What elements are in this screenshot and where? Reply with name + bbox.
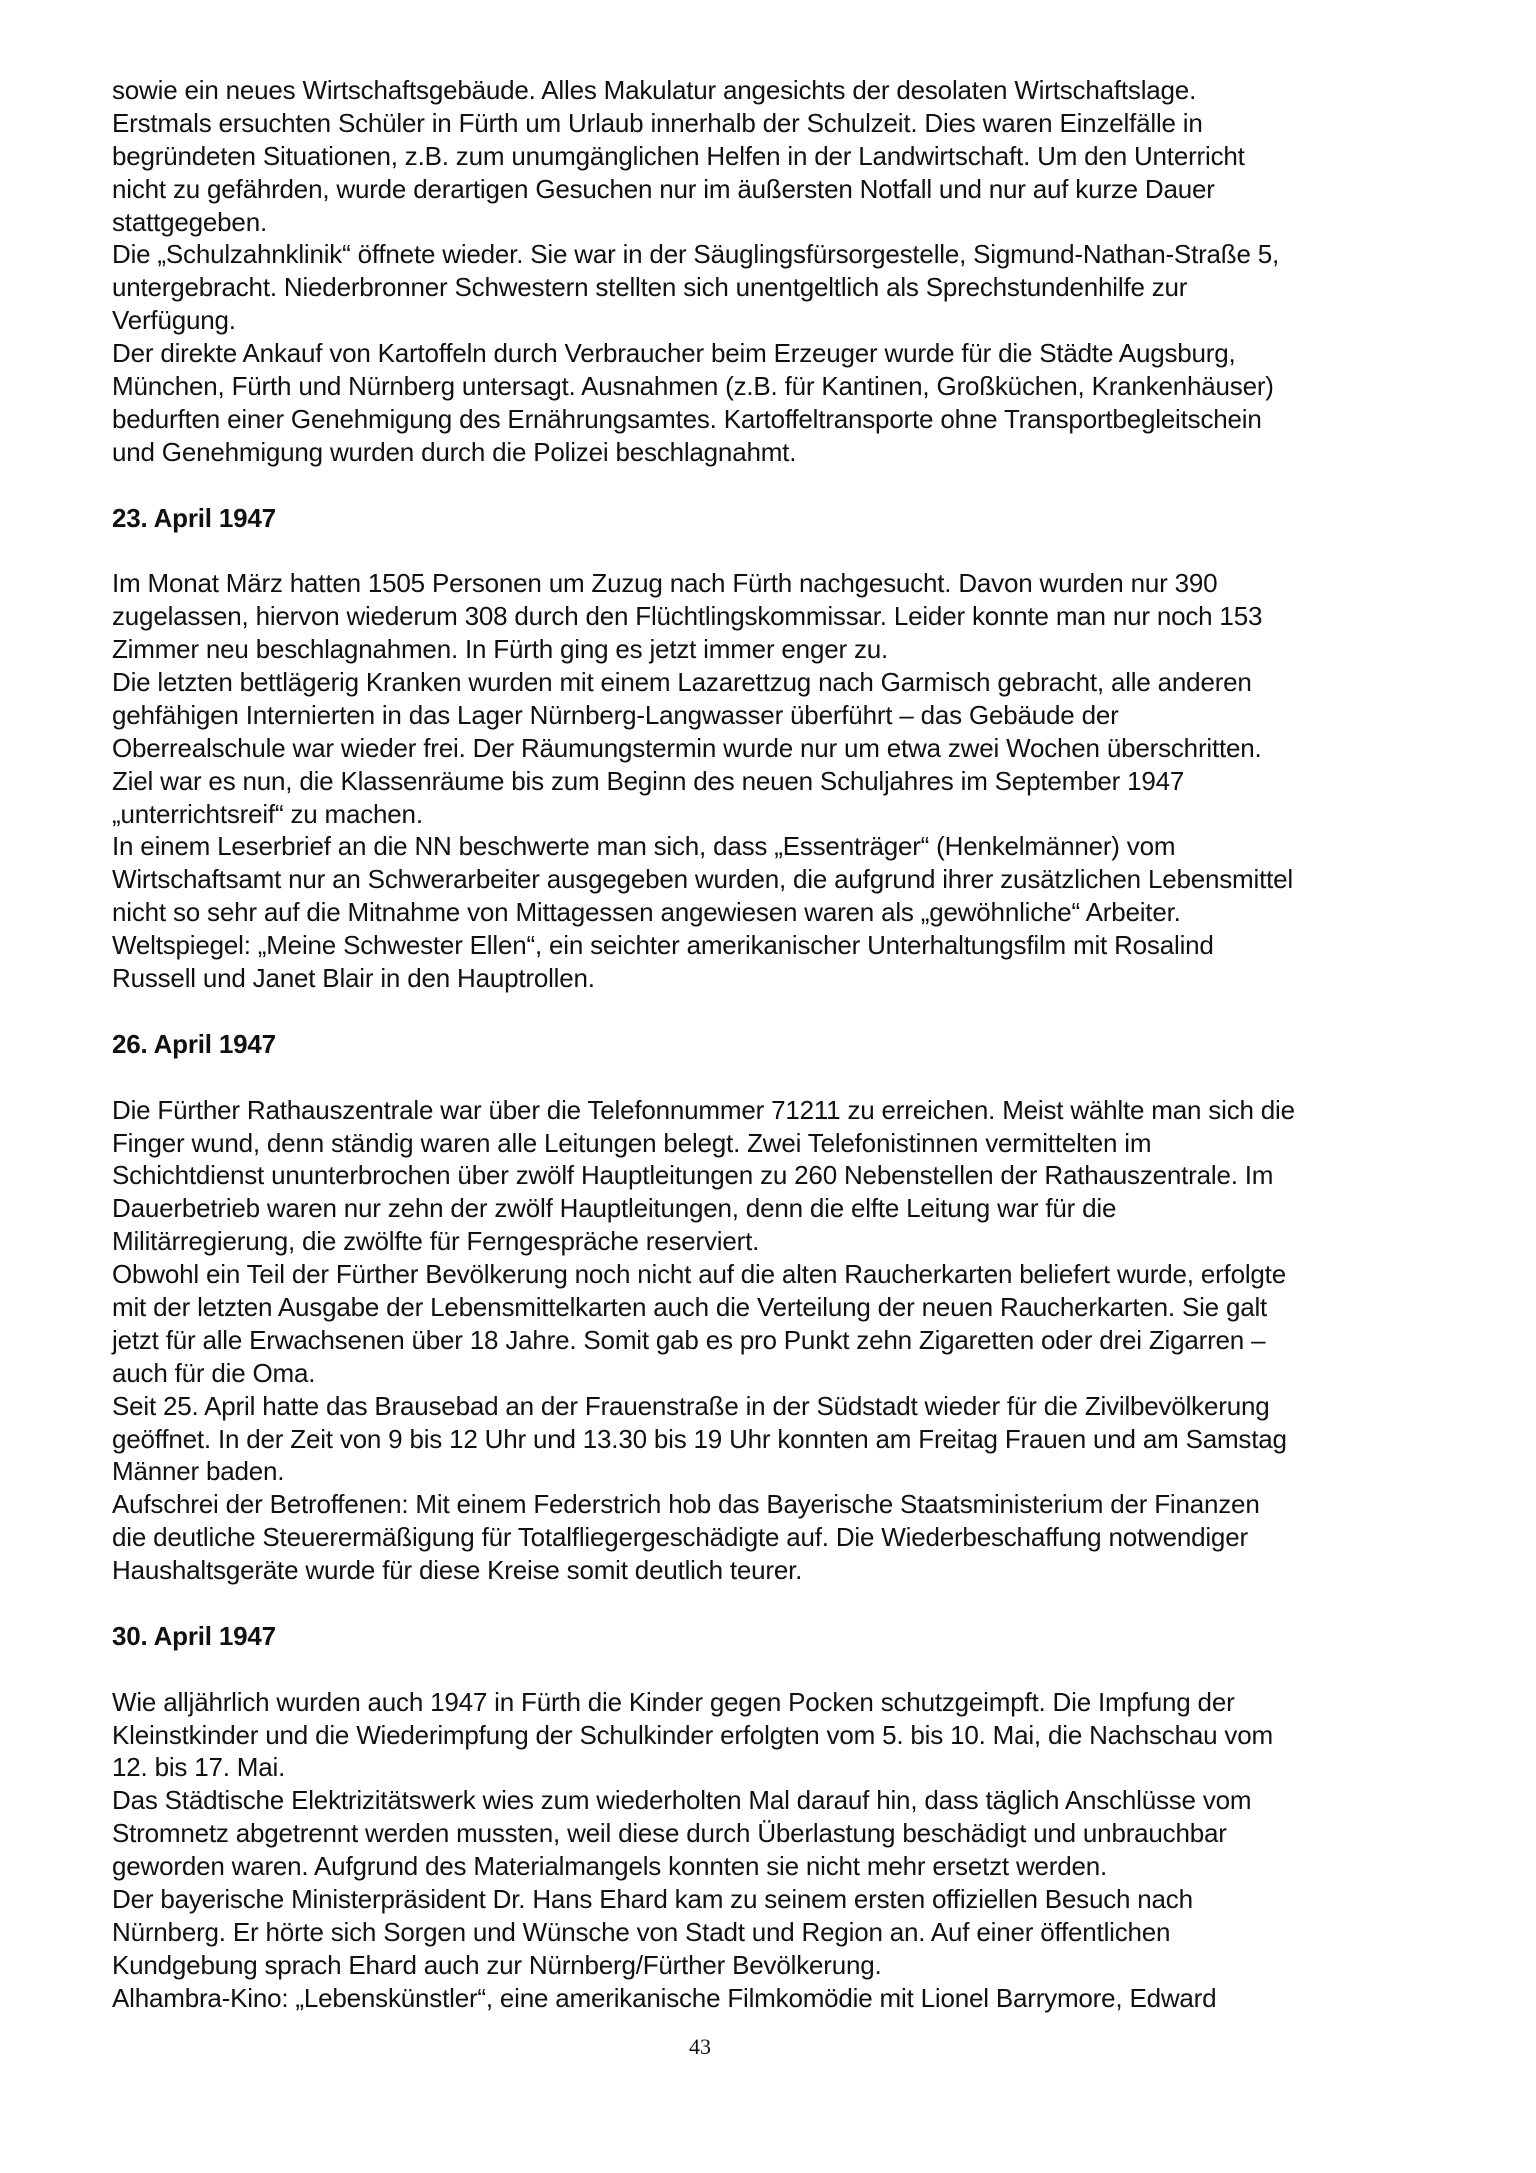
text-line: Finger wund, denn ständig waren alle Leitungen belegt. Zwei Telefonistinnen vermittelten im (112, 1127, 1152, 1158)
text-line: Wie alljährlich wurden auch 1947 in Fürth die Kinder gegen Pocken schutzgeimpft. Die Impfung der (112, 1686, 1235, 1717)
date-heading: 30. April 1947 (112, 1620, 276, 1651)
text-line: 12. bis 17. Mai. (112, 1752, 286, 1783)
text-line: Das Städtische Elektrizitätswerk wies zum wiederholten Mal darauf hin, dass täglich Anschlüsse vom (112, 1785, 1252, 1816)
spacer (112, 1653, 1472, 1686)
text-line: mit der letzten Ausgabe der Lebensmittelkarten auch die Verteilung der neuen Raucherkarten. Sie galt (112, 1291, 1268, 1322)
text-line: Militärregierung, die zwölfte für Ferngespräche reserviert. (112, 1226, 760, 1257)
text-line: geöffnet. In der Zeit von 9 bis 12 Uhr und 13.30 bis 19 Uhr konnten am Freitag Frauen und am Samstag (112, 1423, 1287, 1454)
section (112, 469, 1472, 995)
text-line: und Genehmigung wurden durch die Polizei beschlagnahmt. (112, 436, 797, 467)
text-line: stattgegeben. (112, 206, 267, 237)
text-line: Zimmer neu beschlagnahmen. In Fürth ging es jetzt immer enger zu. (112, 634, 889, 665)
section (112, 1587, 1472, 2015)
text-line: Im Monat März hatten 1505 Personen um Zuzug nach Fürth nachgesucht. Davon wurden nur 390 (112, 568, 1218, 599)
text-line: Die letzten bettlägerig Kranken wurden mit einem Lazarettzug nach Garmisch gebracht, alle anderen (112, 667, 1252, 698)
text-line: Der direkte Ankauf von Kartoffeln durch Verbraucher beim Erzeuger wurde für die Städte Augsburg, (112, 338, 1236, 369)
text-line: „unterrichtsreif“ zu machen. (112, 798, 423, 829)
text-line: In einem Leserbrief an die NN beschwerte man sich, dass „Essenträger“ (Henkelmänner) vom (112, 831, 1176, 862)
text-line: Kundgebung sprach Ehard auch zur Nürnberg/Fürther Bevölkerung. (112, 1949, 882, 1980)
text-line: die deutliche Steuerermäßigung für Totalfliegergeschädigte auf. Die Wiederbeschaffung notwendiger (112, 1522, 1248, 1553)
text-line: München, Fürth und Nürnberg untersagt. Ausnahmen (z.B. für Kantinen, Großküchen, Krankenhäuser) (112, 371, 1274, 402)
document-body (112, 74, 1472, 2015)
spacer (112, 1061, 1472, 1094)
text-line: Männer baden. (112, 1456, 285, 1487)
page-number: 43 (689, 2034, 711, 2059)
text-line: Nürnberg. Er hörte sich Sorgen und Wünsche von Stadt und Region an. Auf einer öffentlichen (112, 1916, 1171, 1947)
text-line: Verfügung. (112, 305, 236, 336)
text-line: Seit 25. April hatte das Brausebad an der Frauenstraße in der Südstadt wieder für die Zivilbevölkerung (112, 1390, 1270, 1421)
text-line: Die Fürther Rathauszentrale war über die Telefonnummer 71211 zu erreichen. Meist wählte man sich die (112, 1094, 1295, 1125)
text-line: auch für die Oma. (112, 1357, 316, 1388)
text-line: jetzt für alle Erwachsenen über 18 Jahre. Somit gab es pro Punkt zehn Zigaretten oder drei Zigarren – (112, 1324, 1266, 1355)
spacer (112, 469, 1472, 502)
text-line: untergebracht. Niederbronner Schwestern stellten sich unentgeltlich als Sprechstundenhilfe zur (112, 272, 1188, 303)
spacer (112, 1587, 1472, 1620)
text-line: Die „Schulzahnklinik“ öffnete wieder. Sie war in der Säuglingsfürsorgestelle, Sigmund-Nathan-Straße 5, (112, 239, 1280, 270)
text-line: gehfähigen Internierten in das Lager Nürnberg-Langwasser überführt – das Gebäude der (112, 699, 1119, 730)
text-line: begründeten Situationen, z.B. zum unumgänglichen Helfen in der Landwirtschaft. Um den Unterricht (112, 140, 1245, 171)
text-line: Wirtschaftsamt nur an Schwerarbeiter ausgegeben wurden, die aufgrund ihrer zusätzlichen Lebensmittel (112, 864, 1293, 895)
text-line: nicht so sehr auf die Mitnahme von Mittagessen angewiesen waren als „gewöhnliche“ Arbeiter. (112, 897, 1181, 928)
text-line: Stromnetz abgetrennt werden mussten, weil diese durch Überlastung beschädigt und unbrauchbar (112, 1818, 1227, 1849)
section (112, 74, 1472, 469)
text-line: Der bayerische Ministerpräsident Dr. Hans Ehard kam zu seinem ersten offiziellen Besuch nach (112, 1883, 1193, 1914)
text-line: Schichtdienst ununterbrochen über zwölf Hauptleitungen zu 260 Nebenstellen der Rathauszentrale. Im (112, 1160, 1274, 1191)
text-line: sowie ein neues Wirtschaftsgebäude. Alles Makulatur angesichts der desolaten Wirtschaftslage. (112, 75, 1197, 105)
spacer (112, 534, 1472, 567)
date-heading: 23. April 1947 (112, 502, 276, 533)
text-line: Dauerbetrieb waren nur zehn der zwölf Hauptleitungen, denn die elfte Leitung war für die (112, 1193, 1117, 1224)
text-line: Alhambra-Kino: „Lebenskünstler“, eine amerikanische Filmkomödie mit Lionel Barrymore, Edward (112, 1982, 1217, 2013)
text-line: zugelassen, hiervon wiederum 308 durch den Flüchtlingskommissar. Leider konnte man nur noch 153 (112, 601, 1263, 632)
date-heading: 26. April 1947 (112, 1028, 276, 1059)
text-line: nicht zu gefährden, wurde derartigen Gesuchen nur im äußersten Notfall und nur auf kurze Dauer (112, 173, 1215, 204)
text-line: bedurften einer Genehmigung des Ernährungsamtes. Kartoffeltransporte ohne Transportbegleitschein (112, 403, 1262, 434)
text-line: Aufschrei der Betroffenen: Mit einem Federstrich hob das Bayerische Staatsministerium der Finanzen (112, 1489, 1260, 1520)
text-line: Ziel war es nun, die Klassenräume bis zum Beginn des neuen Schuljahres im September 1947 (112, 765, 1185, 796)
text-line: Obwohl ein Teil der Fürther Bevölkerung noch nicht auf die alten Raucherkarten beliefert wurde, erfolgte (112, 1259, 1286, 1290)
text-line: geworden waren. Aufgrund des Materialmangels konnten sie nicht mehr ersetzt werden. (112, 1851, 1108, 1882)
text-line: Russell und Janet Blair in den Hauptrollen. (112, 963, 595, 994)
text-line: Weltspiegel: „Meine Schwester Ellen“, ein seichter amerikanischer Unterhaltungsfilm mit Rosalind (112, 930, 1214, 961)
text-line: Erstmals ersuchten Schüler in Fürth um Urlaub innerhalb der Schulzeit. Dies waren Einzelfälle in (112, 107, 1203, 138)
text-line: Oberrealschule war wieder frei. Der Räumungstermin wurde nur um etwa zwei Wochen überschritten. (112, 732, 1262, 763)
spacer (112, 995, 1472, 1028)
text-line: Haushaltsgeräte wurde für diese Kreise somit deutlich teurer. (112, 1555, 803, 1586)
text-line: Kleinstkinder und die Wiederimpfung der Schulkinder erfolgten vom 5. bis 10. Mai, die Nachschau vom (112, 1719, 1273, 1750)
section (112, 995, 1472, 1587)
